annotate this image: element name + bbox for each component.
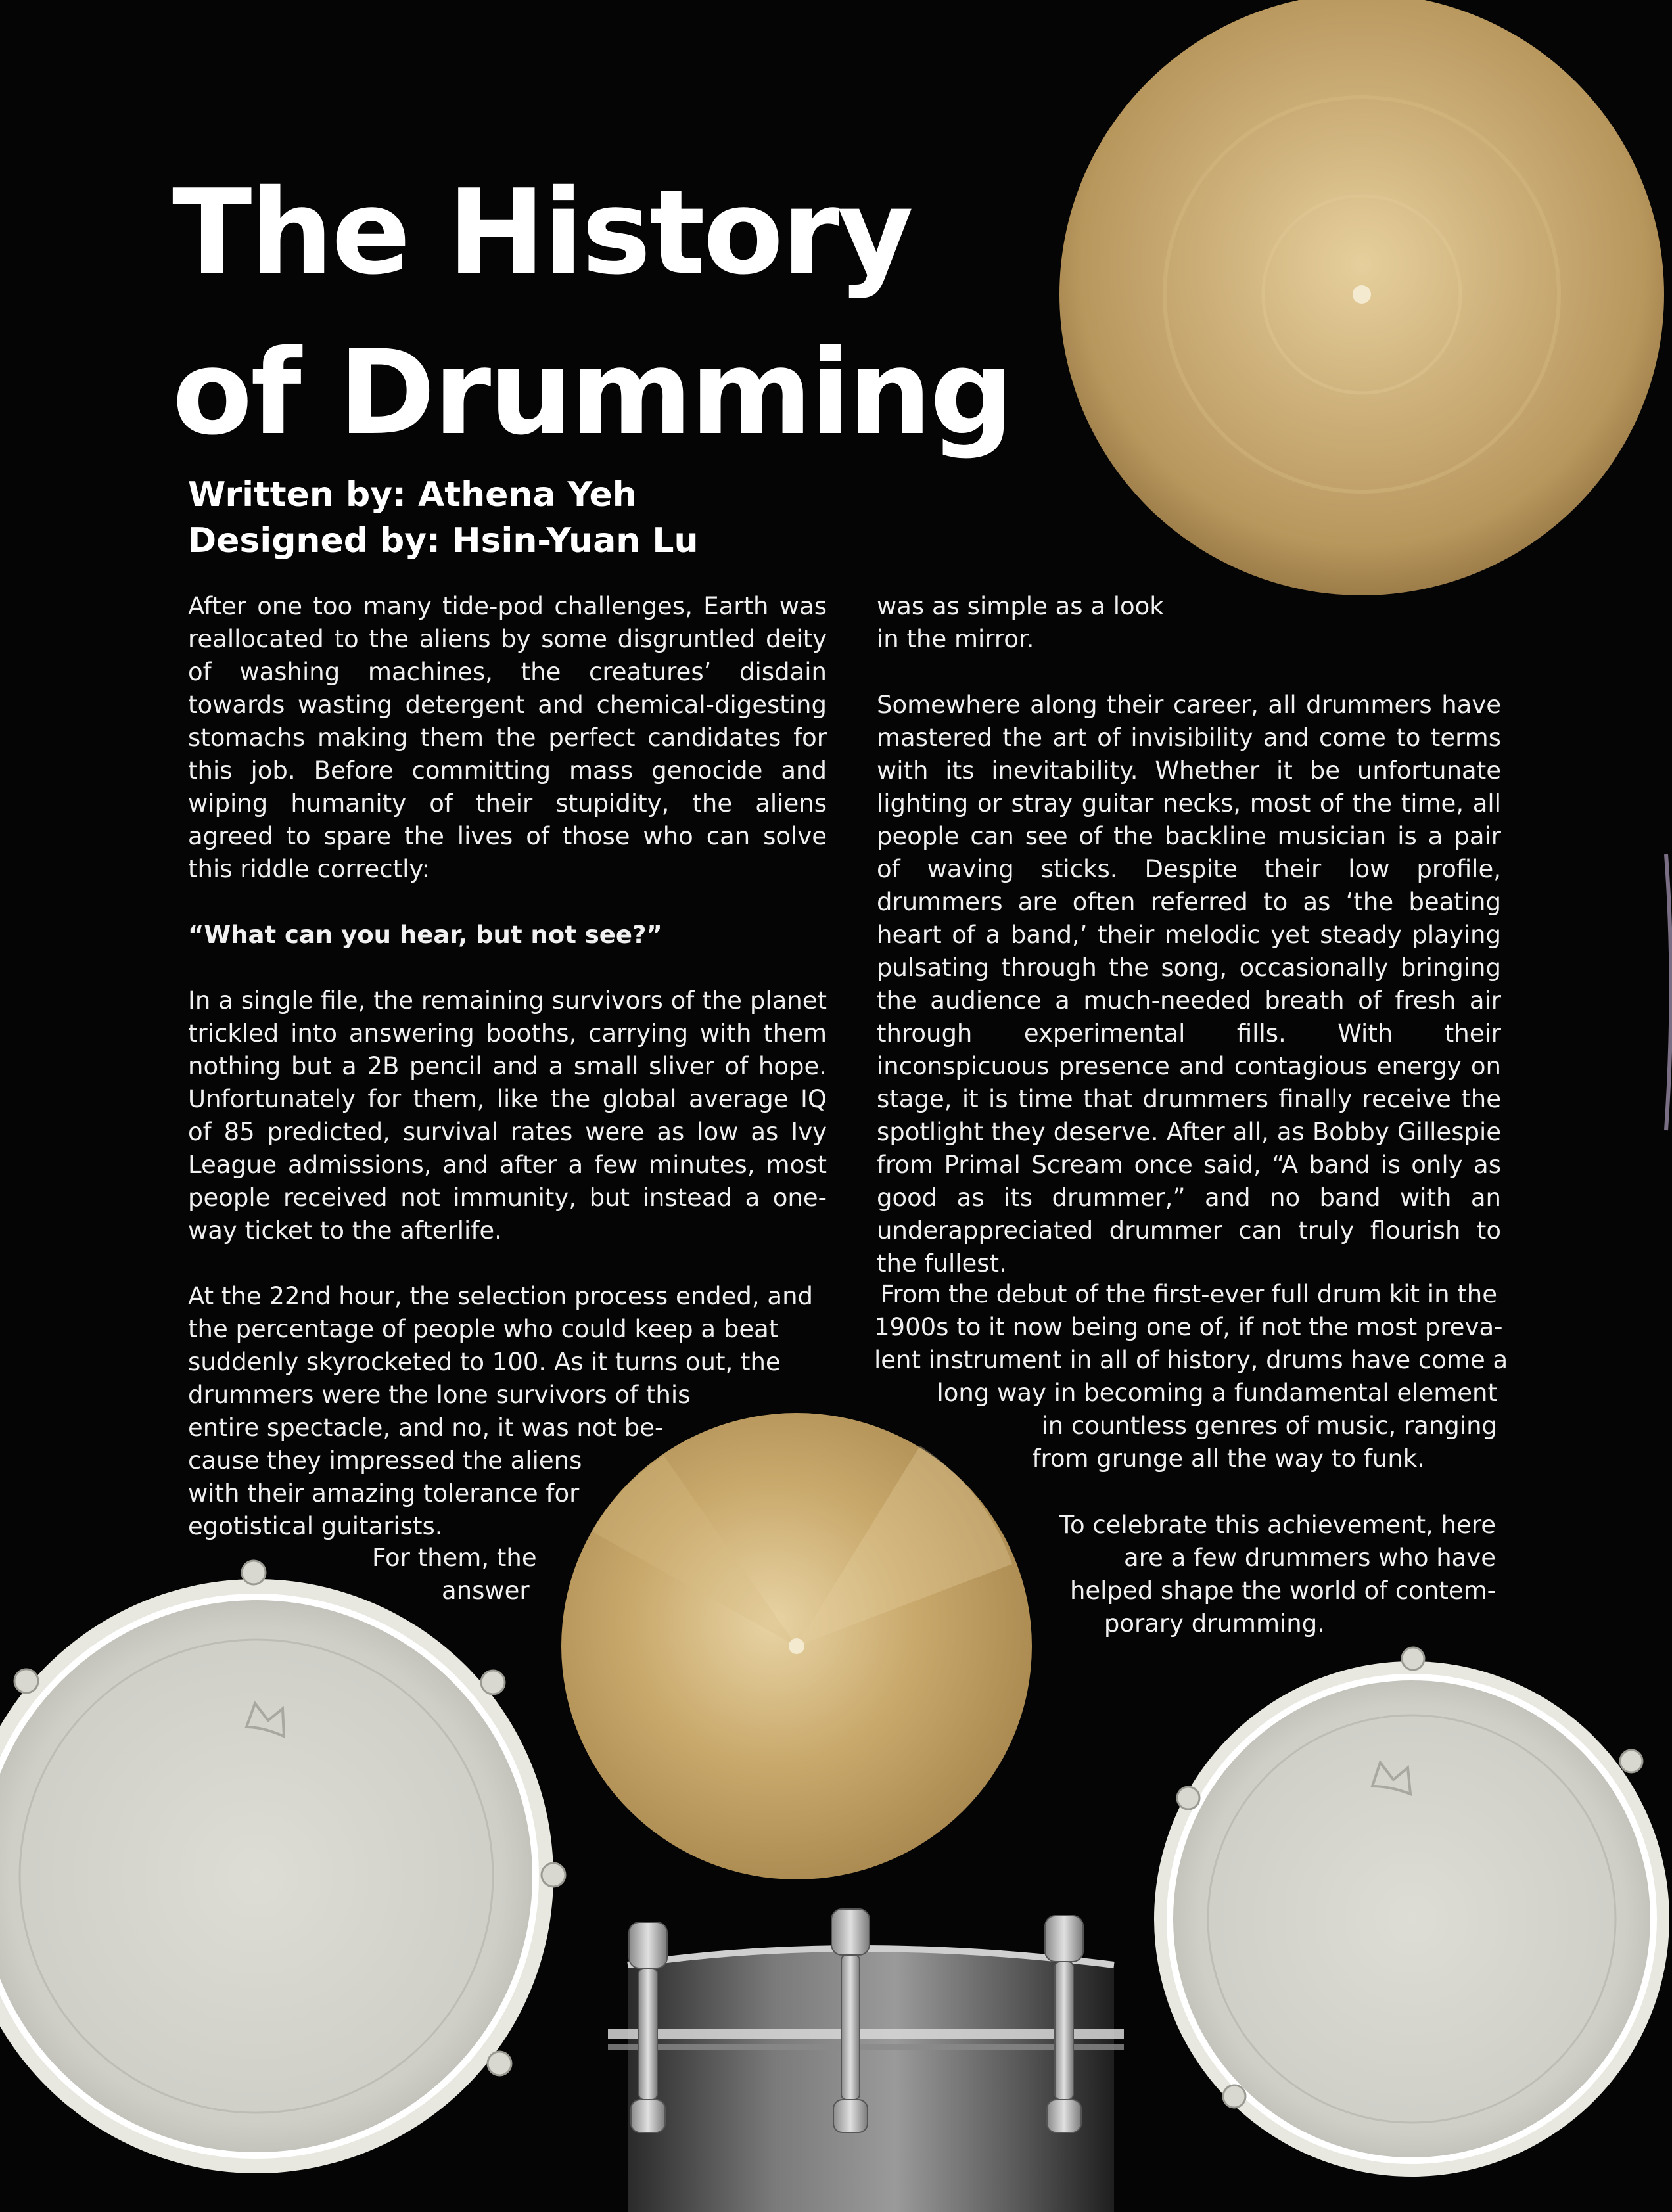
text-line: egotistical guitarists.: [188, 1512, 443, 1540]
designer-credit: Designed by: Hsin-Yuan Lu: [188, 521, 699, 561]
title-line-1: The History: [172, 164, 912, 300]
text-line: From the debut of the first-ever full drum kit in the: [880, 1280, 1497, 1308]
text-line: drummers were the lone survivors of this: [188, 1381, 691, 1409]
text-line: in countless genres of music, ranging: [1041, 1412, 1497, 1440]
text-line: entire spectacle, and no, it was not be-: [188, 1414, 664, 1442]
text-line: porary drumming.: [1103, 1609, 1325, 1638]
paragraph-1: After one too many tide-pod challenges, Earth was reallocated to the aliens by some disgruntled deity of washing machines, the creatures’ disdain towards wasting detergent and chemical-digesting stomachs making them the perfect candidates for this job. Before committing mass genocide and wiping humanity of their stupidity, the aliens agreed to spare the lives of those who can solve this riddle correctly:: [188, 592, 827, 883]
credits: [188, 472, 699, 564]
edge-detail: [1666, 854, 1671, 1130]
crash-cymbal-icon: [1059, 0, 1664, 595]
text-line: from grunge all the way to funk.: [1032, 1444, 1425, 1473]
page-title: [172, 152, 1011, 473]
article-column-right: [877, 590, 1501, 1313]
text-line: long way in becoming a fundamental element: [937, 1379, 1497, 1407]
paragraph-6: [874, 1278, 1508, 1475]
text-line: with their amazing tolerance for: [188, 1479, 580, 1508]
text-line: the percentage of people who could keep a beat: [188, 1315, 779, 1343]
floor-tom-icon: [608, 1909, 1124, 2212]
paragraph-2: In a single file, the remaining survivors of the planet trickled into answering booths, carrying with them nothing but a 2B pencil and a small sliver of hope. Unfortunately for them, like the global average IQ of 85 predicted, survival rates were as low as Ivy League admissions, and after a few minutes, most people received not immunity, but instead a one-way ticket to the afterlife.: [188, 986, 827, 1245]
text-line: 1900s to it now being one of, if not the most preva-: [874, 1313, 1503, 1341]
text-line: in the mirror.: [877, 625, 1034, 653]
text-line: helped shape the world of contem-: [1069, 1577, 1496, 1605]
paragraph-5: Somewhere along their career, all drummers have mastered the art of invisibility and come to terms with its inevitability. Whether it be unfortunate lighting or stray guitar necks, most of the time, all people can see of the backline musician is a pair of waving sticks. Despite their low profile, drummers are often referred to as ‘the beating heart of a band,’ their melodic yet steady playing pulsating through the song, occasionally bringing the audience a much-needed breath of fresh air through experimental fills. With their inconspicuous presence and contagious energy on stage, it is time that drummers finally receive the spotlight they deserve. After all, as Bobby Gillespie from Primal Scream once said, “A band is only as good as its drummer,” and no band with an underappreciated drummer can truly flourish to the fullest.: [877, 691, 1501, 1278]
text-line: are a few drummers who have: [1124, 1544, 1496, 1572]
article-column-left: [188, 590, 827, 1543]
text-line: suddenly skyrocketed to 100. As it turns out, the: [188, 1348, 781, 1376]
text-line: cause they impressed the aliens: [188, 1446, 582, 1475]
text-line: To celebrate this achievement, here: [1059, 1511, 1496, 1539]
paragraph-4: [372, 1542, 537, 1607]
snare-drum-icon: [0, 1561, 565, 2173]
text-line: lent instrument in all of history, drums have come a: [874, 1346, 1508, 1374]
text-line: For them, the: [372, 1544, 537, 1572]
writer-credit: Written by: Athena Yeh: [188, 475, 637, 515]
text-line: was as simple as a look: [877, 592, 1164, 620]
text-line: At the 22nd hour, the selection process ended, and: [188, 1282, 814, 1310]
riddle-quote: “What can you hear, but not see?”: [188, 921, 662, 949]
text-line: answer: [442, 1577, 530, 1605]
title-line-2: of Drumming: [172, 325, 1012, 461]
paragraph-3: [188, 1280, 827, 1543]
tom-drum-icon: [1154, 1647, 1669, 2177]
continued-sentence: [877, 590, 1501, 656]
paragraph-7: [1052, 1509, 1496, 1640]
